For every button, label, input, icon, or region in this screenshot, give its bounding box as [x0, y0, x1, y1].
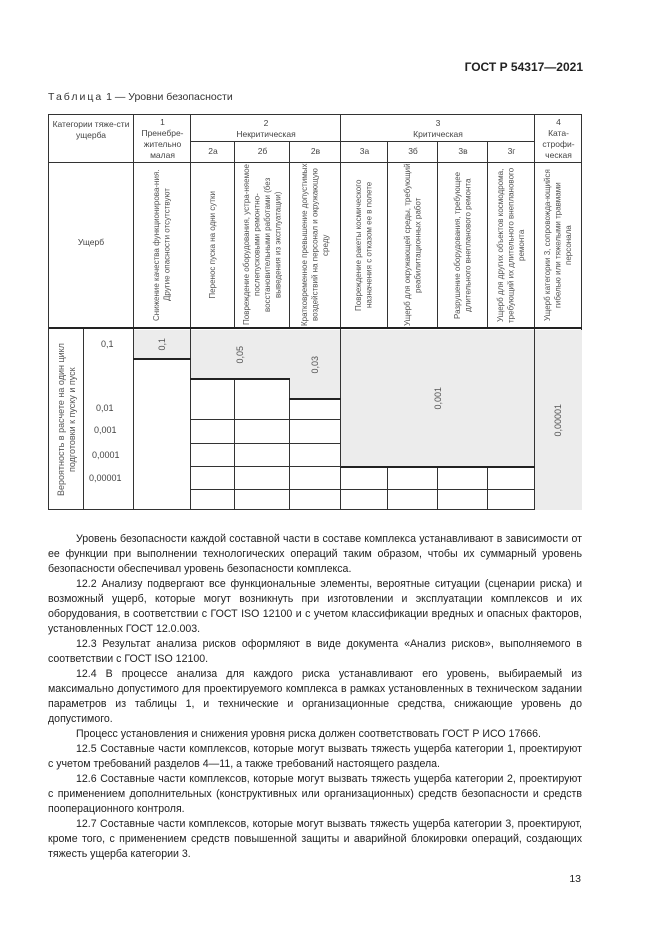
damage-text: Повреждение оборудования, устра-няемое послепусковыми ремонтно-восстановительными работами (без выведения из эксплуатации) — [241, 164, 282, 326]
subcat-2a: 2а — [208, 146, 218, 156]
grid-line — [534, 115, 535, 509]
standard-designation: ГОСТ Р 54317—2021 — [464, 60, 583, 74]
cat1-num: 1 — [160, 117, 165, 127]
cat2-header — [191, 118, 341, 140]
damage-text: Повреждение ракеты космического назначения с отказом ее в полете — [354, 179, 374, 311]
subcat-2b: 2б — [257, 146, 268, 156]
table-caption-title: 1 — Уровни безопасности — [106, 91, 233, 103]
grid-line — [387, 467, 388, 509]
level-cat2v — [290, 330, 341, 399]
table-caption-word: Таблица — [48, 91, 104, 103]
cat1-header — [134, 117, 191, 161]
probability-label-cell — [49, 331, 84, 509]
paragraph: 12.4 В процессе анализа для каждого риска устанавливают его уровень, выбираемый из максимально допустимого для проектируемого комплекса в рамках установленных в техническом задании параметров из таблицы 1, и технические и организационные средства, снижающие уровень до допустимого. — [48, 668, 582, 725]
damage-cell — [290, 163, 341, 327]
paragraph: 12.6 Составные части комплексов, которые могут вызвать тяжесть ущерба категории 2, проектируют с применением дополнительных (конструктивных или организационных) средств безопасности и средств пооперационного контроля. — [48, 773, 582, 815]
probability-value: 0,1 — [101, 339, 114, 349]
damage-text: Ущерб категории 3, сопровожда-ющийся гибелью или тяжелыми травмами персонала — [542, 169, 573, 321]
damage-cell — [488, 163, 535, 327]
cat3-header — [341, 118, 535, 140]
subcat-3b: 3б — [408, 146, 418, 156]
damage-text: Разрушение оборудования, требующее длительного внепланового ремонта — [452, 171, 472, 319]
cat4-header — [535, 117, 582, 161]
grid-line — [83, 329, 84, 509]
level-value: 0,05 — [235, 345, 246, 364]
damage-text: Ущерб для окружающей среды, требующий реабилитационных работ — [402, 163, 422, 327]
damage-text: Кратковременное превышение допустимых воздействий на персонал и окружающую среду — [299, 163, 330, 327]
body-text — [48, 532, 582, 886]
subcat-2v: 2в — [310, 146, 321, 156]
probability-value: 0,0001 — [92, 450, 120, 460]
level-value: 0,03 — [310, 355, 321, 374]
damage-cell — [191, 163, 235, 327]
damage-cell — [235, 163, 290, 327]
grid-line — [133, 329, 134, 509]
damage-cell — [535, 163, 582, 327]
grid-line — [487, 141, 488, 329]
corner-header: Категории тяже-сти ущерба — [52, 119, 130, 140]
grid-line — [340, 466, 535, 468]
damage-text: Перенос пуска на одни сутки — [207, 191, 217, 299]
level-value: 0,00001 — [553, 403, 564, 437]
probability-value: 0,00001 — [89, 473, 122, 483]
cat2-name: Некритическая — [236, 129, 296, 139]
grid-line — [49, 327, 582, 329]
grid-line — [387, 141, 388, 329]
paragraph: 12.3 Результат анализа рисков оформляют в виде документа «Анализ рисков», выполняемого в соответствии с ГОСТ ISO 12100. — [48, 638, 582, 665]
cat1-name: Пренебре-жительно малая — [141, 128, 184, 160]
grid-line — [190, 466, 341, 467]
damage-cell — [341, 163, 388, 327]
damage-label: Ущерб — [77, 237, 105, 247]
table-caption — [48, 91, 233, 103]
level-cat1 — [134, 330, 191, 359]
grid-line — [437, 141, 438, 329]
cat3-num: 3 — [435, 118, 441, 128]
grid-line — [190, 115, 191, 509]
grid-line — [234, 141, 235, 329]
grid-line — [289, 141, 290, 329]
damage-cell — [388, 163, 438, 327]
grid-line — [340, 115, 341, 509]
paragraph: 12.2 Анализу подвергают все функциональные элементы, вероятные ситуации (сценарии риска) и возможный ущерб, которые могут возникнуть при изготовлении и эксплуатации комплексов и их оборудования, в соответствии с ГОСТ ISO 12100 и с учетом классификации вредных и опасных факторов, установленных ГОСТ 12.0.003. — [48, 578, 582, 635]
paragraph: 12.7 Составные части комплексов, которые могут вызвать тяжесть ущерба категории 3, проектируют, кроме того, с применением средств повышенной защиты и аварийной блокировки операций, создающих тяжесть ущерба категории 3. — [48, 818, 582, 860]
grid-line — [133, 115, 134, 329]
grid-line — [190, 489, 535, 490]
grid-line — [190, 419, 341, 420]
level-cat3 — [341, 330, 535, 467]
damage-text: Снижение качества функционирова-ния. Другие опасности отсутствуют — [152, 169, 172, 321]
grid-line — [437, 467, 438, 509]
grid-line — [190, 378, 290, 380]
cat3-name: Критическая — [413, 129, 463, 139]
cat2-num: 2 — [263, 118, 269, 128]
grid-line — [49, 162, 582, 163]
grid-line — [133, 358, 191, 360]
probability-value: 0,01 — [96, 403, 114, 413]
paragraph: Уровень безопасности каждой составной части в составе комплекса устанавливают в зависимости от ее функции при выполнении технологических операций таким образом, чтобы их суммарный уровень безопасности обеспечивал уровень безопасности комплекса. — [48, 533, 582, 575]
damage-cell — [134, 163, 191, 327]
level-value: 0,1 — [157, 338, 168, 351]
subcat-3a: 3а — [359, 146, 370, 156]
level-cat4 — [535, 330, 582, 510]
probability-label: Вероятность в расчете на один цикл подготовки к пуску и пуск — [55, 343, 77, 497]
paragraph: Процесс установления и снижения уровня риска должен соответствовать ГОСТ Р ИСО 17666. — [76, 728, 541, 740]
grid-line — [190, 443, 341, 444]
grid-line — [190, 141, 534, 142]
grid-line — [487, 467, 488, 509]
subcat-3g: 3г — [507, 146, 516, 156]
safety-levels-table — [48, 114, 582, 510]
cat4-num: 4 — [556, 117, 561, 127]
probability-value: 0,001 — [94, 425, 117, 435]
cat4-name: Ката-строфи-ческая — [542, 128, 575, 160]
subcat-3v: 3в — [458, 146, 468, 156]
level-value: 0,001 — [432, 387, 443, 410]
damage-cell — [438, 163, 488, 327]
page-number: 13 — [569, 873, 581, 885]
paragraph: 12.5 Составные части комплексов, которые могут вызвать тяжесть ущерба категории 1, проектируют с учетом требований разделов 4—11, а также требований настоящего раздела. — [48, 743, 582, 770]
level-cat2ab — [191, 330, 290, 379]
grid-line — [289, 398, 341, 400]
damage-text: Ущерб для других объектов космодрома, требующий их длительного внепланового ремонта — [495, 167, 526, 323]
